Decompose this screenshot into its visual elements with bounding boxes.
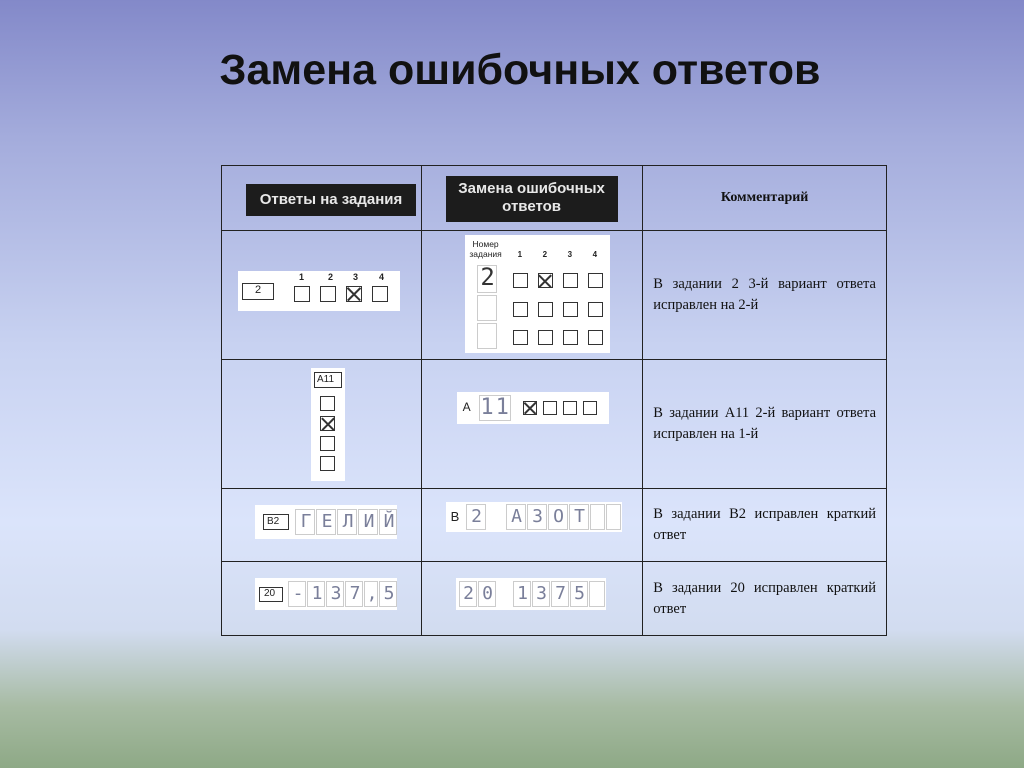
comment-text: В задании В2 исправлен краткий ответ (653, 506, 876, 543)
answer-cell (222, 231, 422, 360)
checkbox (320, 456, 335, 471)
checkbox (588, 330, 603, 345)
task-number-box: А11 (314, 372, 342, 388)
answer-cell (222, 360, 422, 489)
comment-header-label: Комментарий (720, 190, 809, 205)
checkbox (513, 273, 528, 288)
header-answers-cell (222, 166, 422, 231)
checkbox (543, 401, 557, 415)
task-number-box: 20 (259, 587, 283, 602)
checkbox (538, 330, 553, 345)
replacement-cell (421, 489, 643, 562)
checkbox (294, 286, 310, 302)
comment-text: В задании 2 3-й вариант ответа исправлен на 2-й (653, 276, 876, 313)
header-replacement-cell (421, 166, 643, 231)
comment-text: В задании А11 2-й вариант ответа исправлен на 1-й (653, 405, 876, 442)
checkbox-crossed (523, 401, 537, 415)
header-comment-cell (643, 166, 887, 231)
table-row (222, 562, 887, 636)
checkbox-crossed (346, 286, 362, 302)
checkbox (563, 302, 578, 317)
comment-cell (643, 489, 887, 562)
checkbox (563, 401, 577, 415)
checkbox (320, 396, 335, 411)
answer-form-scan: 20 - 1 3 7 , 5 (255, 578, 397, 610)
replacement-form-scan: В 2 А З О Т (446, 502, 622, 532)
replacement-cell (421, 360, 643, 489)
checkbox (320, 286, 336, 302)
replacement-cell (421, 231, 643, 360)
checkbox (320, 436, 335, 451)
answer-cell (222, 489, 422, 562)
replacement-header-label: Замена ошибочных ответов (446, 176, 618, 222)
checkbox (513, 302, 528, 317)
answer-cell (222, 562, 422, 636)
checkbox (563, 273, 578, 288)
empty-task-cell (477, 323, 497, 349)
checkbox-crossed (320, 416, 335, 431)
answers-table (221, 165, 887, 636)
checkbox (588, 273, 603, 288)
answer-form-scan (311, 368, 345, 481)
checkbox (583, 401, 597, 415)
handwritten-task-cell: 11 (480, 395, 511, 420)
page-title: Замена ошибочных ответов (219, 46, 821, 94)
answers-header-label: Ответы на задания (246, 184, 416, 216)
table-row (222, 231, 887, 360)
task-number-box: 2 (242, 283, 274, 300)
comment-cell (643, 360, 887, 489)
checkbox (372, 286, 388, 302)
answer-form-scan: В2 Г Е Л И Й (255, 505, 397, 539)
handwritten-task-cell: 2 (477, 265, 497, 293)
checkbox (588, 302, 603, 317)
replacement-form-scan: А 11 (457, 392, 609, 424)
checkbox (563, 330, 578, 345)
replacement-cell (421, 562, 643, 636)
table-header-row (222, 166, 887, 231)
checkbox-crossed (538, 273, 553, 288)
task-number-box: В2 (263, 514, 289, 530)
comment-text: В задании 20 исправлен краткий ответ (653, 579, 876, 617)
checkbox (513, 330, 528, 345)
empty-task-cell (477, 295, 497, 321)
answer-form-scan: 2 1 2 3 4 (238, 271, 400, 311)
table-row (222, 489, 887, 562)
comment-cell (643, 562, 887, 636)
replacement-form-scan: 2 0 1 3 7 5 (456, 578, 606, 610)
comment-cell (643, 231, 887, 360)
table-row (222, 360, 887, 489)
checkbox (538, 302, 553, 317)
replacement-form-scan: Номер задания 1 2 3 4 2 (465, 235, 610, 353)
